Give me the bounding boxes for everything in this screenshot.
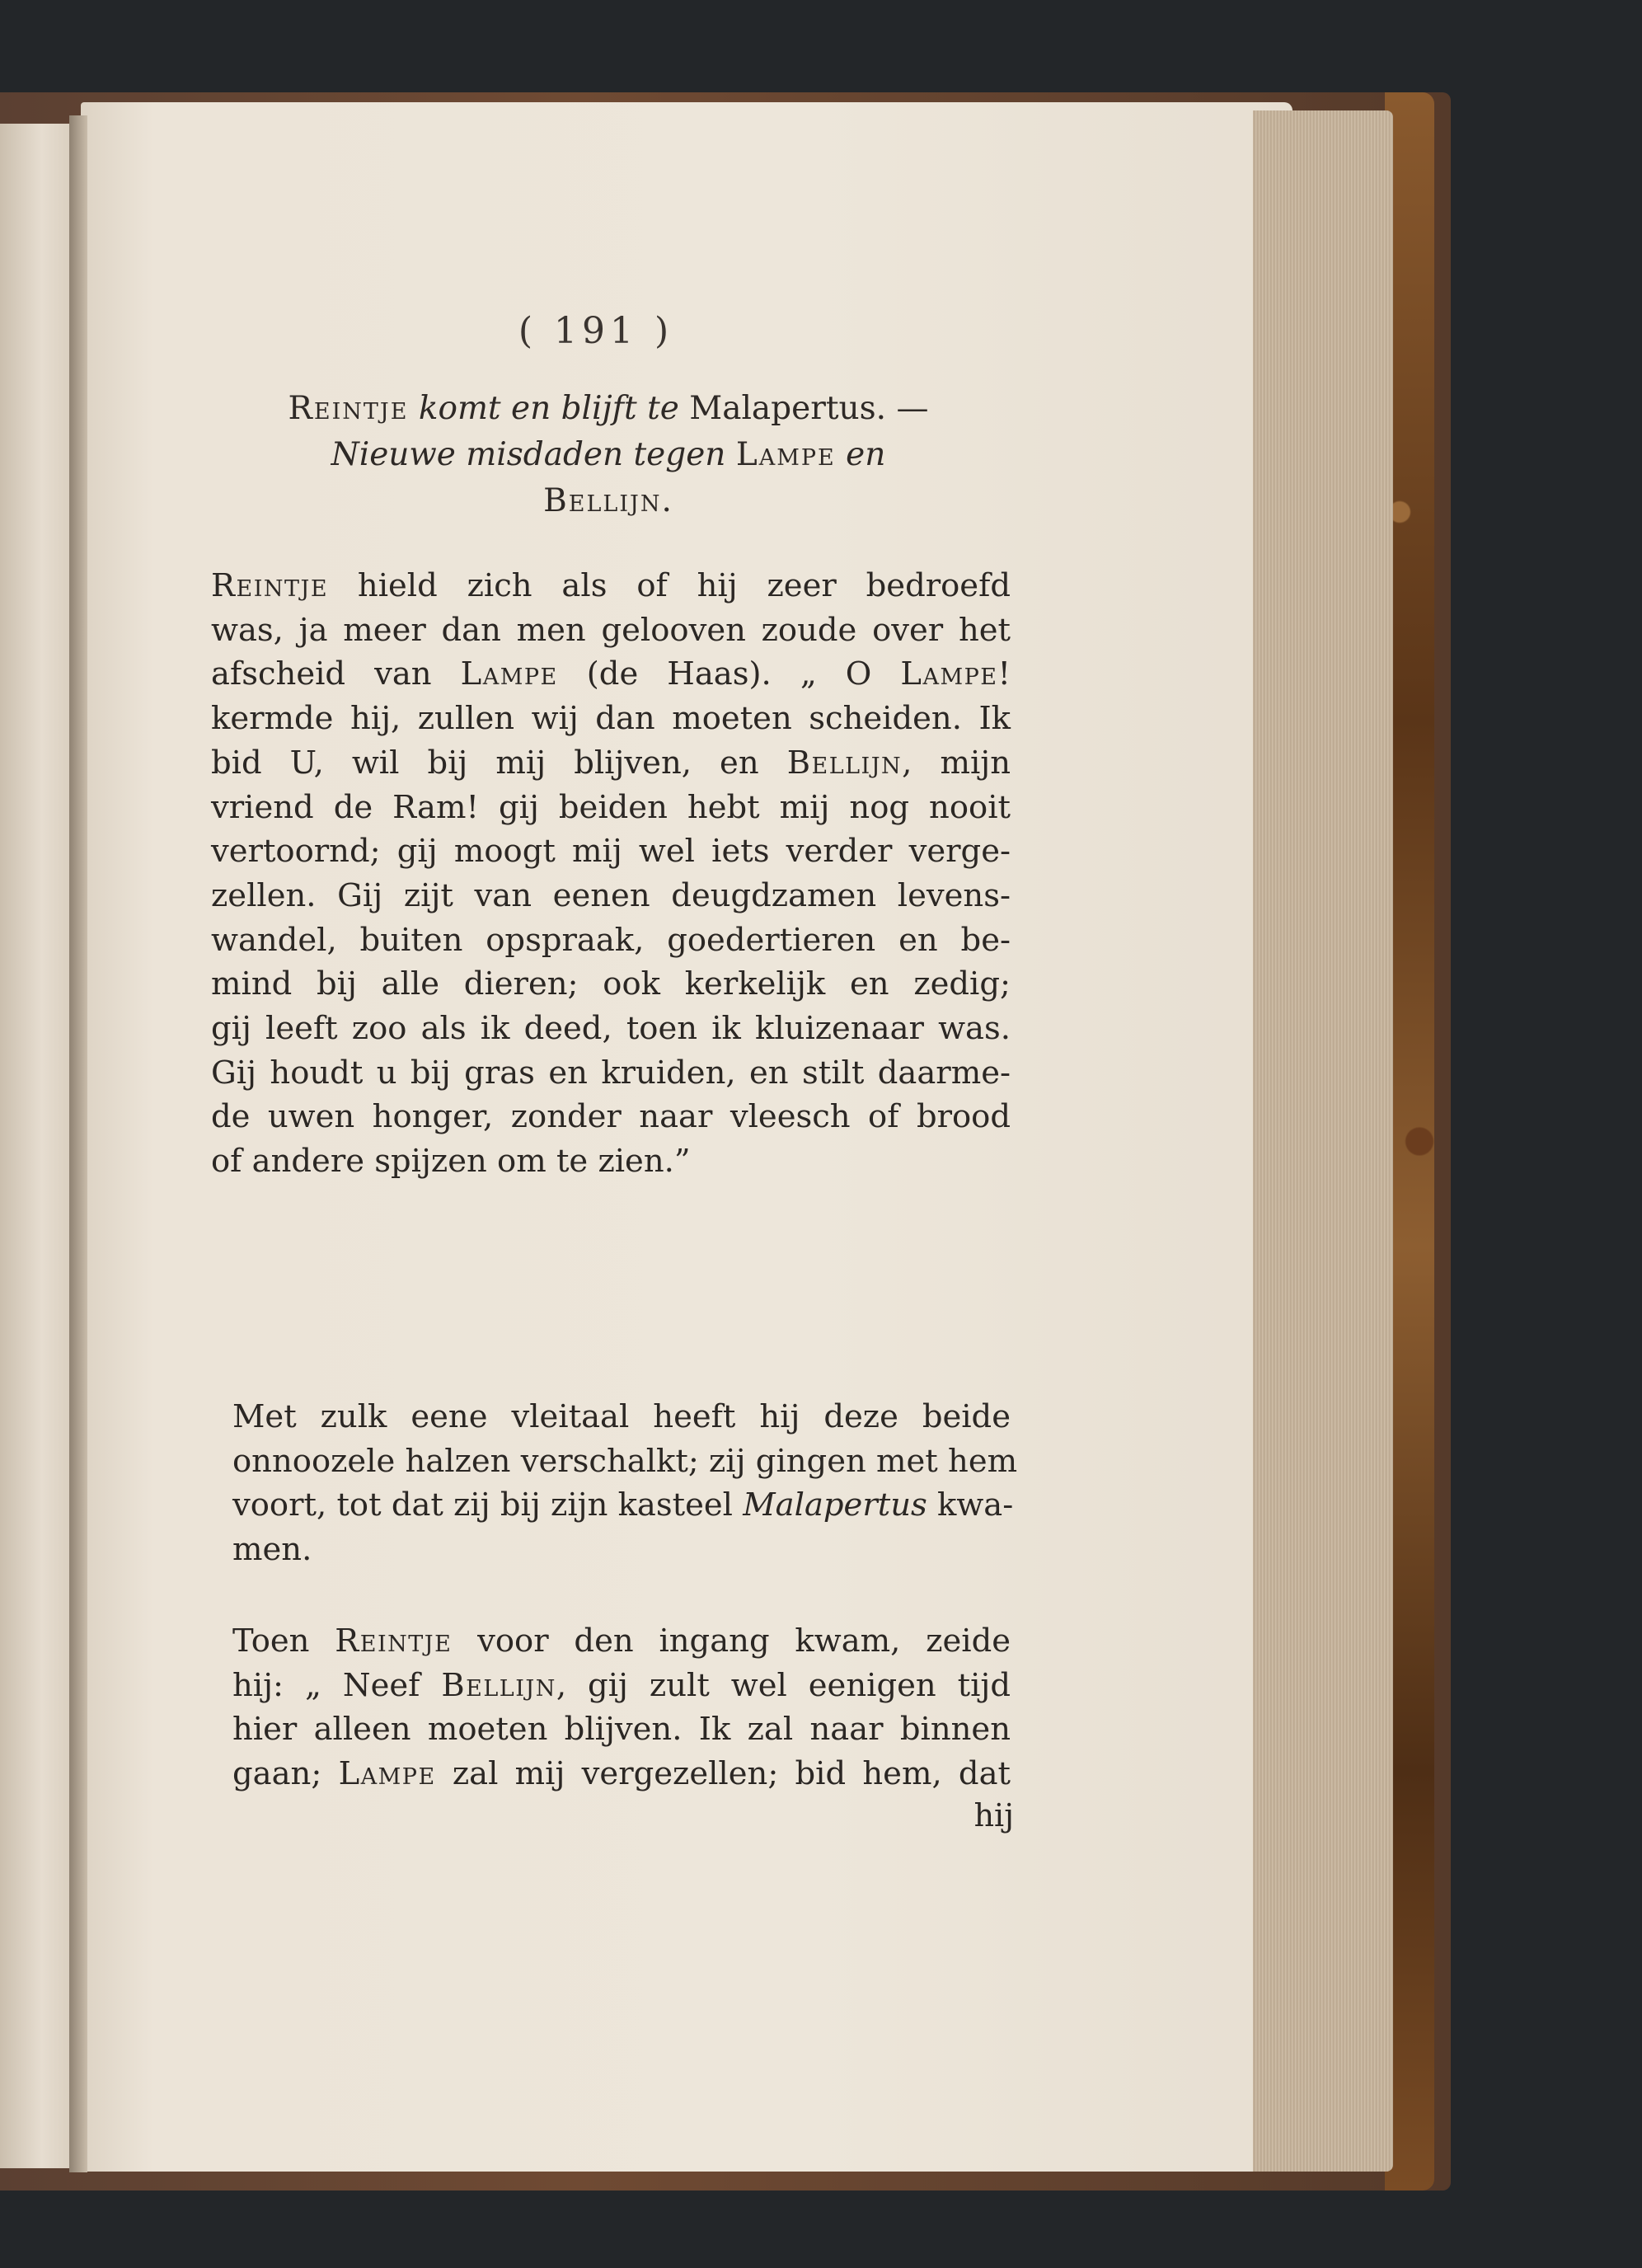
text-line: gij leeft zoo als ik deed, toen ik kluizenaar was. bbox=[211, 1010, 1011, 1048]
page-number: ( 191 ) bbox=[518, 310, 674, 352]
text-line: Gij houdt u bij gras en kruiden, en stilt daarme- bbox=[211, 1054, 1011, 1092]
text-line: hier alleen moeten blijven. Ik zal naar binnen bbox=[232, 1711, 1011, 1749]
text-line: Met zulk eene vleitaal heeft hij deze beide bbox=[232, 1398, 1011, 1435]
heading-line-2: Nieuwe misdaden tegen Lampe en bbox=[331, 436, 886, 473]
text-line: onnoozele halzen verschalkt; zij gingen met hem bbox=[232, 1442, 1018, 1480]
text-line: zellen. Gij zijt van eenen deugdzamen levens- bbox=[211, 876, 1011, 914]
text-line: de uwen honger, zonder naar vleesch of brood bbox=[211, 1098, 1011, 1136]
text-line: was, ja meer dan men gelooven zoude over het bbox=[211, 611, 1011, 649]
text-line: Reintje hield zich als of hij zeer bedroefd bbox=[211, 567, 1011, 604]
text-line: kermde hij, zullen wij dan moeten scheiden. Ik bbox=[211, 700, 1011, 738]
text-line: vriend de Ram! gij beiden hebt mij nog nooit bbox=[211, 788, 1011, 826]
book-gutter bbox=[69, 115, 87, 2172]
chapter-heading bbox=[213, 386, 1004, 524]
catchword: hij bbox=[973, 1797, 1014, 1834]
text-line: voort, tot dat zij bij zijn kasteel Malapertus kwa- bbox=[232, 1486, 1014, 1524]
text-line: wandel, buiten opspraak, goedertieren en be- bbox=[211, 921, 1011, 959]
text-line: bid U, wil bij mij blijven, en Bellijn, mijn bbox=[211, 744, 1011, 782]
left-page-edge bbox=[0, 124, 76, 2168]
heading-line-3: Bellijn. bbox=[543, 482, 673, 519]
text-line: vertoornd; gij moogt mij wel iets verder verge- bbox=[211, 833, 1011, 871]
text-line: afscheid van Lampe (de Haas). „ O Lampe! bbox=[211, 655, 1011, 693]
text-line: men. bbox=[232, 1531, 312, 1569]
paragraph-1 bbox=[211, 564, 1011, 1184]
paragraph-3 bbox=[232, 1619, 1011, 1796]
paragraph-2 bbox=[232, 1395, 1018, 1572]
text-line: hij: „ Neef Bellijn, gij zult wel eenigen tijd bbox=[232, 1666, 1011, 1704]
text-line: mind bij alle dieren; ook kerkelijk en zedig; bbox=[211, 965, 1011, 1003]
text-line: of andere spijzen om te zien.” bbox=[211, 1143, 691, 1181]
heading-line-1: Reintje komt en blijft te Malapertus. — bbox=[288, 390, 929, 427]
page-block-edges bbox=[1253, 110, 1393, 2172]
text-line: gaan; Lampe zal mij vergezellen; bid hem, dat bbox=[232, 1755, 1011, 1793]
text-line: Toen Reintje voor den ingang kwam, zeide bbox=[232, 1622, 1011, 1660]
